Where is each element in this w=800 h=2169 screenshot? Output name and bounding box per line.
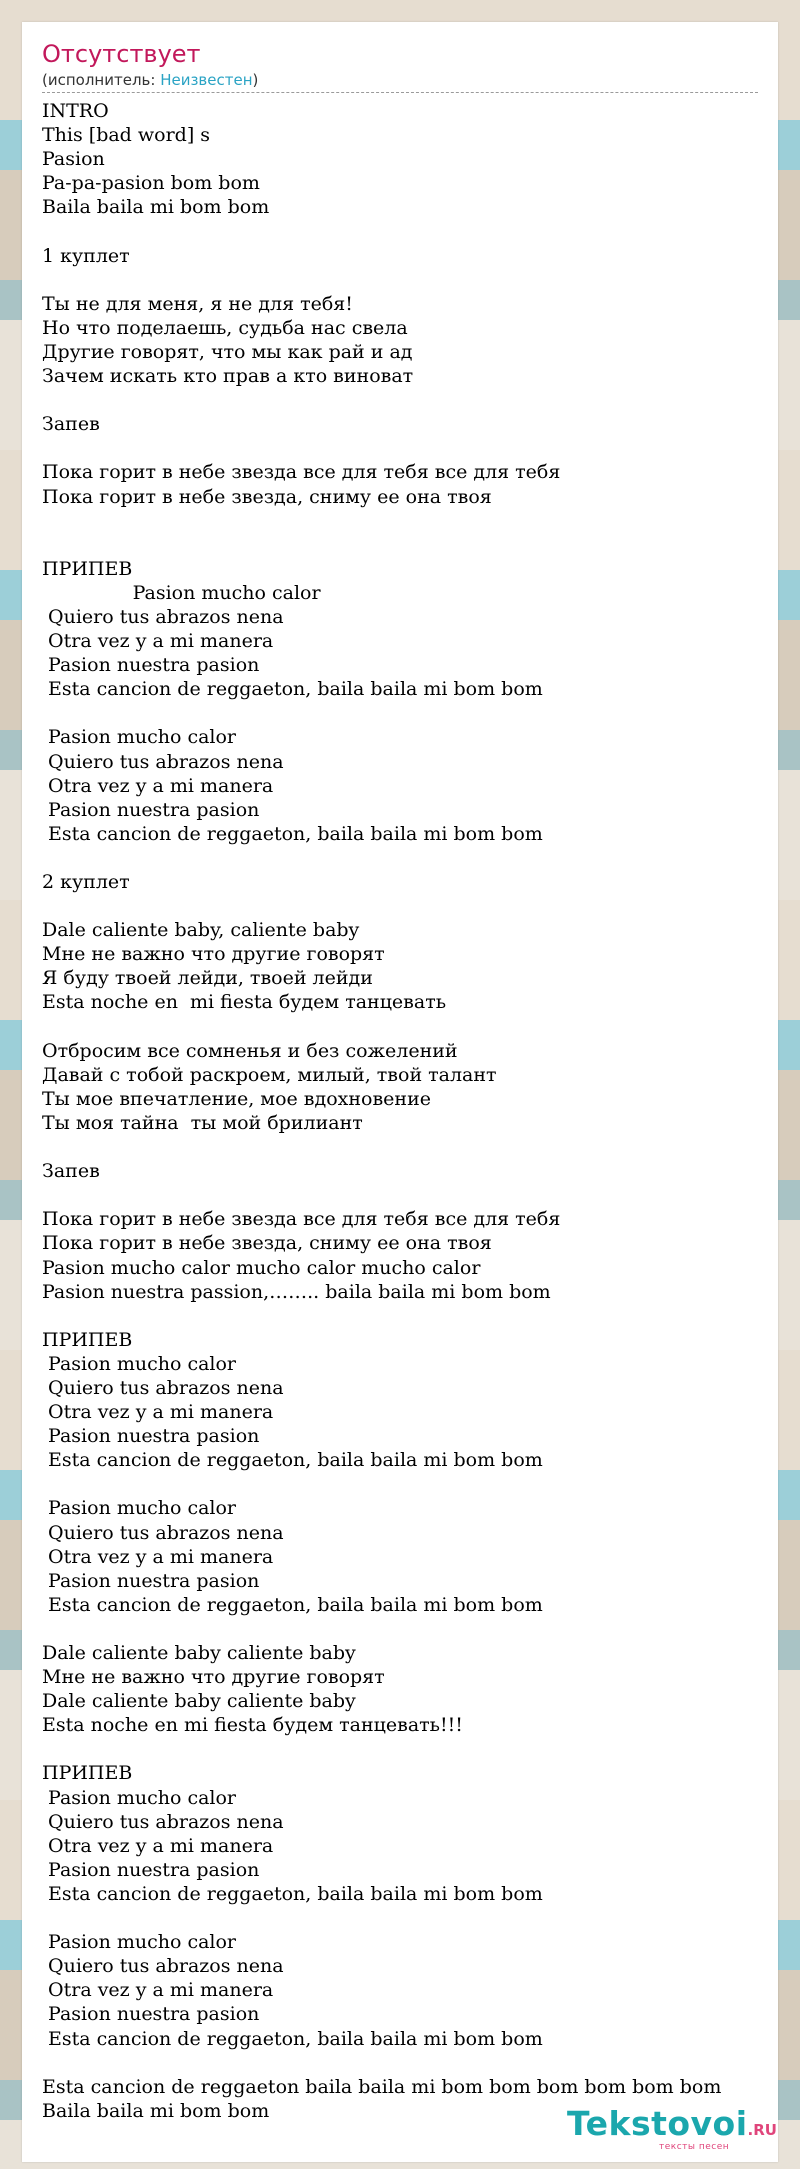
lyric-line [42,2051,772,2075]
lyric-line: Otra vez y a mi manera [42,630,274,653]
lyric-line: Esta cancion de reggaeton, baila baila mi bom bom [42,2027,543,2050]
lyric-line: Мне не важно что другие говорят [42,1666,385,1689]
lyric-line: Запев [42,413,100,436]
lyric-line: Мне не важно что другие говорят [42,943,385,966]
lyric-line: Pasion mucho calor mucho calor mucho calor [42,1256,481,1279]
lyric-line [42,268,772,292]
lyric-line: Pasion [42,148,105,171]
lyric-line: Pasion mucho calor [42,1931,237,1954]
lyric-line [42,388,772,412]
lyric-line [42,436,772,460]
lyric-line: Pa-pa-pasion bom bom [42,172,260,195]
lyric-line: Pasion nuestra pasion [42,2003,260,2026]
lyric-line: Esta cancion de reggaeton, baila baila mi bom bom [42,1449,543,1472]
lyric-line: Но что поделаешь, судьба нас свела [42,316,408,339]
song-title: Отсутствует [42,40,201,68]
lyric-line: Esta cancion de reggaeton, baila baila mi bom bom [42,1882,543,1905]
lyric-line: Pasion mucho calor [42,581,321,604]
logo-tld: .RU [747,2121,777,2139]
lyric-line: Quiero tus abrazos nena [42,1955,284,1978]
lyric-line: Otra vez y a mi manera [42,1979,274,2002]
lyric-line: Quiero tus abrazos nena [42,605,284,628]
lyric-line: Пока горит в небе звезда, сниму ее она твоя [42,1232,492,1255]
lyric-line [42,1304,772,1328]
lyric-line: Dale caliente baby caliente baby [42,1690,356,1713]
artist-prefix: (исполнитель: [42,71,161,89]
title-divider [42,92,758,93]
lyric-line: Pasion nuestra passion,…….. baila baila mi bom bom [42,1280,551,1303]
lyric-line: Otra vez y a mi manera [42,1545,274,1568]
lyric-line: Otra vez y a mi manera [42,1401,274,1424]
lyric-line: Dale caliente baby, caliente baby [42,919,360,942]
lyric-line: Baila baila mi bom bom [42,196,270,219]
lyric-line: Quiero tus abrazos nena [42,1376,284,1399]
lyric-line: Esta cancion de reggaeton, baila baila mi bom bom [42,1593,543,1616]
lyric-line: Esta noche en mi fiesta будем танцевать!!! [42,1714,463,1737]
lyric-line [42,1135,772,1159]
lyric-line: 2 куплет [42,871,130,893]
lyric-line: ПРИПЕВ [42,1328,133,1351]
lyric-line: Зачем искать кто прав а кто виноват [42,365,414,388]
lyric-line: Pasion nuestra pasion [42,1425,260,1448]
lyric-line [42,1737,772,1761]
lyric-line: Baila baila mi bom bom [42,2099,270,2122]
lyric-line [42,509,772,533]
logo-name: Tekstovoi [567,2104,748,2143]
lyric-line: 1 куплет [42,244,130,267]
lyric-line [42,846,772,870]
lyric-line: Quiero tus abrazos nena [42,1810,284,1833]
lyric-line: Я буду твоей лейди, твоей лейди [42,967,373,990]
lyric-line: Ты моя тайна ты мой брилиант [42,1111,363,1134]
lyric-line: ПРИПЕВ [42,557,133,580]
lyric-line: Pasion nuestra pasion [42,654,260,677]
artist-line [42,71,258,89]
lyric-line: Esta cancion de reggaeton baila baila mi bom bom bom bom bom bom [42,2075,722,2098]
lyric-line: Ты мое впечатление, мое вдохновение [42,1087,431,1110]
lyric-line: Давай с тобой раскроем, милый, твой талант [42,1063,497,1086]
lyrics-card [22,22,778,2162]
lyrics-text [42,99,772,2123]
lyric-line [42,701,772,725]
lyric-line: Отбросим все сомненья и без сожелений [42,1039,458,1062]
lyric-line [42,533,772,557]
lyric-line: Quiero tus abrazos nena [42,750,284,773]
lyric-line: Pasion mucho calor [42,1786,237,1809]
lyric-line: Pasion nuestra pasion [42,798,260,821]
lyric-line [42,1183,772,1207]
lyric-line [42,894,772,918]
lyric-line: Quiero tus abrazos nena [42,1521,284,1544]
lyric-line: Pasion mucho calor [42,726,237,749]
logo-tagline: тексты песен [659,2142,730,2152]
lyric-line: Запев [42,1160,100,1183]
lyric-line: Другие говорят, что мы как рай и ад [42,340,413,363]
lyric-line [42,1015,772,1039]
artist-suffix: ) [252,71,259,89]
lyric-line: ПРИПЕВ [42,1762,133,1785]
lyric-line: Otra vez y a mi manera [42,774,274,797]
lyric-line: Pasion mucho calor [42,1352,237,1375]
lyric-line: Пока горит в небе звезда все для тебя все для тебя [42,1208,561,1231]
lyric-line: Otra vez y a mi manera [42,1834,274,1857]
lyric-line: Pasion mucho calor [42,1497,237,1520]
site-logo[interactable] [567,2104,777,2154]
lyric-line [42,1472,772,1496]
lyric-line: Esta noche en mi fiesta будем танцевать [42,991,447,1014]
lyric-line: Esta cancion de reggaeton, baila baila mi bom bom [42,678,543,701]
lyric-line: INTRO [42,100,109,122]
lyric-line: Ты не для меня, я не для тебя! [42,292,353,315]
lyric-line: Dale caliente baby caliente baby [42,1642,356,1664]
lyric-line: Pasion nuestra pasion [42,1858,260,1881]
lyric-line: Пока горит в небе звезда все для тебя все для тебя [42,461,561,484]
artist-link[interactable]: Неизвестен [160,71,253,89]
lyric-line [42,1906,772,1930]
lyric-line: This [bad word] s [42,124,211,147]
lyric-line: Esta cancion de reggaeton, baila baila mi bom bom [42,822,543,845]
lyric-line: Пока горит в небе звезда, сниму ее она твоя [42,485,492,508]
lyric-line [42,219,772,243]
lyric-line: Pasion nuestra pasion [42,1569,260,1592]
lyric-line [42,1617,772,1641]
